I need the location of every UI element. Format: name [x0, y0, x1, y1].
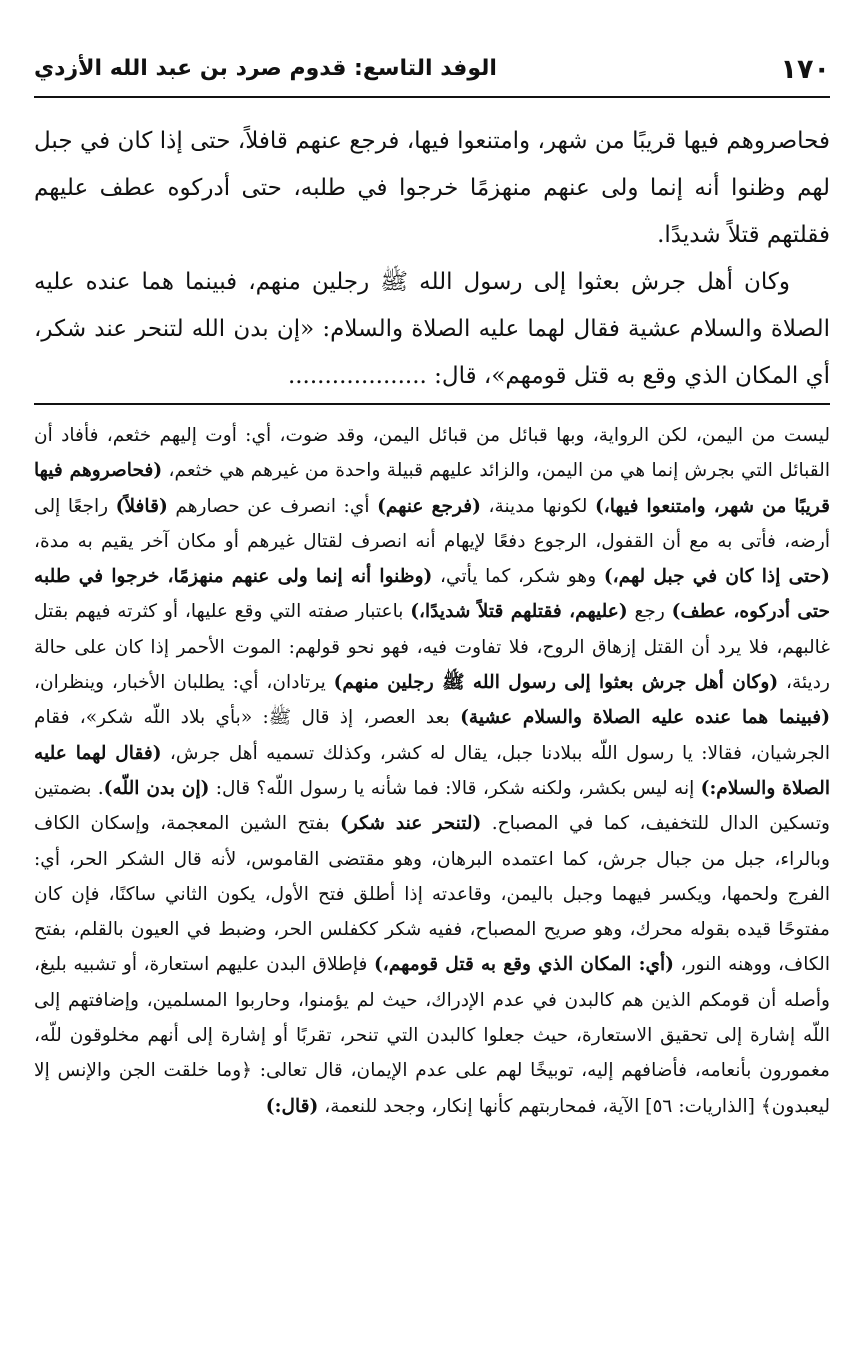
commentary-lemma: (وكان أهل جرش بعثوا إلى رسول الله ﷺ رجلين منهم) [333, 672, 779, 694]
commentary-segment: بفتح الشين المعجمة، وإسكان الكاف وبالراء، جبل من جبال جرش، كما اعتمده البرهان، وهو مقتضى القاموس، لأنه قال الشكر الحر، أي: الفرج ولحمها، ويكسر فيهما وجبل باليمن، وقاعدته إذا أطلق فتح الأول، يكون الثاني ساكنًا، فإن كان مفتوحًا قيده بقوله محرك، وهو صريح المصباح، ففيه شكر ككفلس الحر، وضبط في العيون بالقلم، بفتح الكاف، ووهنه النور، [34, 813, 830, 976]
running-title: الوفد التاسع: قدوم صرد بن عبد الله الأزدي [34, 56, 497, 81]
commentary-lemma: (عليهم، فقتلهم قتلاً شديدًا،) [410, 601, 628, 623]
commentary-lemma: (لتنحر عند شكر) [340, 813, 482, 835]
commentary-text [34, 418, 830, 1124]
commentary-lemma: (أي: المكان الذي وقع به قتل قومهم،) [373, 954, 674, 976]
commentary-lemma: (وظنوا أنه إنما ولى عنهم منهزمًا، خرجوا في طلبه حتى أدركوه، عطف) [34, 566, 830, 623]
commentary-lemma: (فرجع عنهم) [377, 495, 481, 517]
main-text [34, 118, 830, 400]
commentary-lemma: (فقال لهما عليه الصلاة والسلام:) [34, 742, 830, 799]
footnote-divider [34, 403, 830, 405]
commentary-segment: إنه ليس بكشر، ولكنه شكر، قالا: فما شأنه يا رسول اللّه؟ قال: [209, 777, 701, 799]
commentary-segment: يرتادان، أي: يطلبان الأخبار، وينظران، [34, 672, 334, 694]
commentary-segment: وهو شكر، كما يأتي، [432, 566, 604, 588]
commentary-segment: بعد العصر، إذ قال ﷺ: «بأي بلاد اللّه شكر»، فقام الجرشيان، فقالا: يا رسول اللّه ببلادنا جبل، يقال له كشر، وكذلك تسميه أهل جرش، [34, 707, 830, 764]
commentary-segment: . بضمتين وتسكين الدال للتخفيف، كما في المصباح. [34, 777, 831, 835]
main-paragraph: وكان أهل جرش بعثوا إلى رسول الله ﷺ رجلين منهم، فبينما هما عنده عليه الصلاة والسلام عشية فقال لهما عليه الصلاة والسلام: «إن بدن الله لتنحر عند شكر، أي المكان الذي وقع به قتل قومهم»، قال: ................... [34, 269, 830, 389]
commentary-segment: فإطلاق البدن عليهم استعارة، أو تشبيه بليغ، وأصله أن قومكم الذين هم كالبدن في عدم الإدراك، حيث لم يؤمنوا، وحاربوا المسلمين، وإضافتهم إلى اللّه إشارة إلى تحقيق الاستعارة، حيث جعلوا كالبدن التي تنحر، تقربًا أو إشارة إلى أنهم مخلوقون للّه، مغمورون بأنعامه، فأضافهم إليه، توبيخًا لهم على عدم الإيمان، قال تعالى: ﴿وما خلقت الجن والإنس إلا ليعبدون﴾ [الذاريات: ٥٦] الآية، فمحاربتهم كأنها إنكار، وجحد للنعمة، [34, 954, 830, 1117]
commentary-segment: لكونها مدينة، [480, 495, 595, 517]
main-paragraph: فحاصروهم فيها قريبًا من شهر، وامتنعوا فيها، فرجع عنهم قافلاً، حتى إذا كان في جبل لهم وظنوا أنه إنما ولى عنهم منهزمًا خرجوا في طلبه، حتى أدركوه عطف عليهم فقلتهم قتلاً شديدًا. [34, 128, 830, 248]
commentary-lemma: (فحاصروهم فيها قريبًا من شهر، وامتنعوا فيها،) [34, 460, 830, 517]
commentary-segment: راجعًا إلى أرضه، فأتى به مع أن القفول، الرجوع دفعًا لإيهام أنه انصرف لقتال غيرهم أو مكان آخر يقيم به مدة، [34, 495, 830, 552]
page-number: ١٧٠ [780, 54, 830, 85]
commentary-segment: ليست من اليمن، لكن الرواية، وبها قبائل من قبائل اليمن، وقد ضوت، أي: أوت إليهم خثعم، فأفاد أن القبائل التي بجرش إنما هي من اليمن، والزائد عليهم قبيلة واحدة من غيرهم هي خثعم، [34, 425, 830, 482]
commentary-segment: رجع [627, 601, 672, 623]
page-header [34, 44, 830, 98]
commentary-lemma: (فبينما هما عنده عليه الصلاة والسلام عشية) [460, 707, 830, 729]
commentary-paragraph [34, 418, 830, 1124]
commentary-lemma: (قال:) [265, 1095, 319, 1117]
commentary-lemma: (حتى إذا كان في جبل لهم،) [603, 566, 830, 588]
commentary-segment: أي: انصرف عن حصارهم [167, 495, 378, 517]
commentary-lemma: (إن بدن اللّه) [103, 777, 210, 799]
commentary-lemma: (قافلاً) [115, 495, 168, 517]
commentary-segment: باعتبار صفته التي وقع عليها، أو كثرته فيهم بقتل غالبهم، فلا يرد أن القتل إزهاق الروح، فلا تفاوت فيه، فهو نحو قولهم: الموت الأحمر إذا كان على حالة رديئة، [34, 601, 830, 694]
